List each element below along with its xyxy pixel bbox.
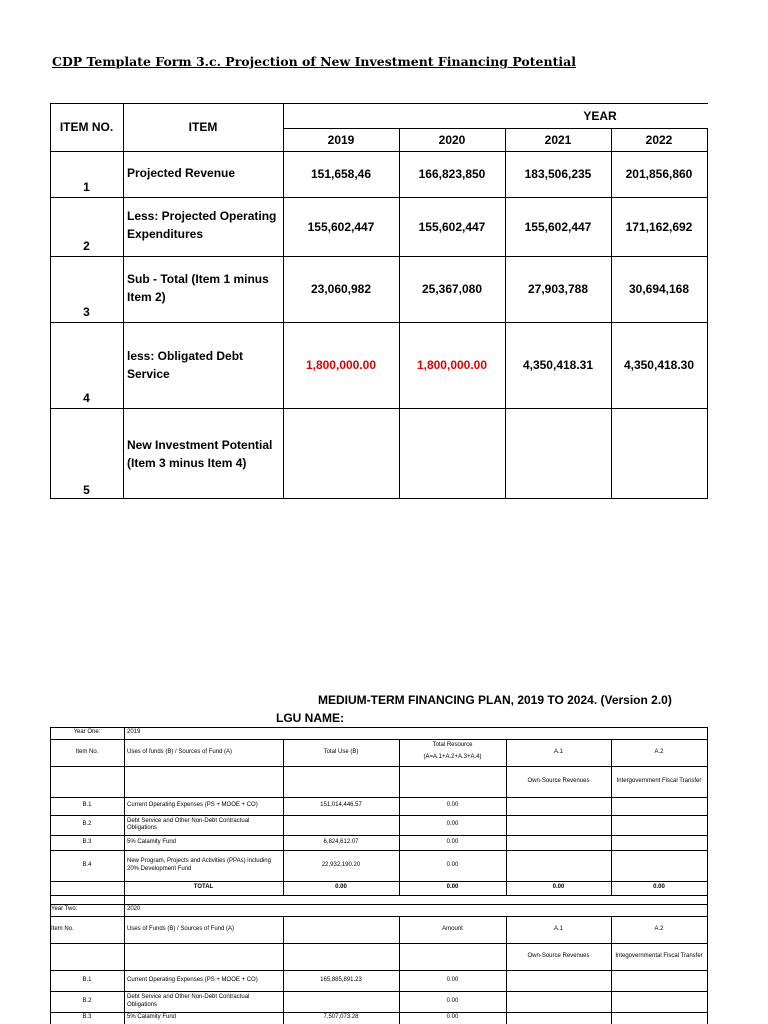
row-value: 171,162,692 — [625, 219, 693, 234]
row-description: New Program, Projects and Activities (PPAs) including 20% Development Fund — [127, 858, 271, 872]
row-total-use — [283, 991, 399, 1012]
intergovernment-transfer-label: Intergovernment Fiscal Transfer — [616, 777, 702, 784]
header-year-2021: 2021 — [544, 132, 572, 147]
row-total-use: 7,507,073.28 — [323, 1014, 359, 1021]
header-a1: A.1 — [553, 748, 563, 755]
row-value: 23,060,982 — [310, 282, 372, 296]
row-total-use: 165,885,891.23 — [320, 976, 362, 983]
row-value-highlighted: 1,800,000.00 — [305, 358, 377, 372]
row-total-resource: 0.00 — [446, 821, 459, 828]
own-source-revenues-label: Own-Source Revenues — [527, 777, 590, 784]
row-number: B.3 — [82, 1014, 92, 1021]
row-value-highlighted: 1,800,000.00 — [416, 358, 488, 372]
table-rule — [123, 103, 124, 499]
row-total-resource: 0.00 — [446, 997, 459, 1004]
row-total-resource: 0.00 — [446, 1014, 459, 1021]
row-value: 30,694,168 — [628, 282, 690, 296]
header-year-2022: 2022 — [645, 132, 673, 147]
total-value: 0.00 — [446, 884, 459, 891]
row-number: 4 — [83, 391, 90, 405]
header-total-use: Total Use (B) — [323, 748, 359, 755]
row-description: Current Operating Expenses (PS + MOOE + CO) — [127, 976, 258, 983]
table-rule — [50, 408, 708, 409]
header-item-no: ITEM NO. — [59, 120, 114, 134]
table-rule — [124, 727, 125, 1024]
header-item: ITEM — [188, 120, 218, 134]
row-number: 1 — [83, 180, 90, 194]
row-item-label: New Investment Potential (Item 3 minus Item 4) — [127, 438, 273, 470]
row-total-resource: 0.00 — [446, 802, 459, 809]
financing-plan-title: MEDIUM-TERM FINANCING PLAN, 2019 TO 2024. (Version 2.0) — [318, 693, 672, 707]
row-total-resource: 0.00 — [446, 838, 459, 845]
row-number: B.1 — [82, 976, 92, 983]
row-number: B.4 — [82, 861, 92, 868]
table-rule — [707, 727, 708, 1024]
row-value: 155,602,447 — [524, 219, 592, 234]
row-total-resource: 0.00 — [446, 976, 459, 983]
row-number: B.1 — [82, 802, 92, 809]
row-number: 3 — [83, 305, 90, 319]
row-value: 25,367,080 — [421, 282, 483, 296]
table-rule — [50, 895, 707, 896]
year-one-value: 2019 — [127, 729, 141, 736]
row-value: 27,903,788 — [527, 282, 589, 296]
row-item-label: Projected Revenue — [127, 166, 236, 180]
row-description: Debt Service and Other Non-Debt Contractual Obligations — [127, 817, 250, 831]
header-uses-sources: Uses of funds (B) / Sources of Fund (A) — [127, 748, 233, 755]
row-number: 2 — [83, 239, 90, 253]
row-value: 151,658,46 — [310, 167, 372, 181]
row-total-resource: 0.00 — [446, 861, 459, 868]
header-total-resource-formula: (A=A.1+A.2+A.3+A.4) — [423, 754, 482, 761]
row-total-use: 6,824,612.07 — [323, 838, 359, 845]
table-rule — [50, 103, 51, 499]
intergovernmental-transfer-label: Integovernmental Fiscal Transfer — [615, 952, 703, 959]
row-value: 183,506,235 — [524, 167, 592, 181]
table-rule — [50, 498, 708, 499]
table-rule — [707, 128, 708, 499]
row-number: B.2 — [82, 997, 92, 1004]
row-description: 5% Calamity Fund — [127, 1014, 177, 1021]
header-a1: A.1 — [553, 925, 563, 932]
row-number: 5 — [83, 483, 90, 497]
row-value: 166,823,850 — [418, 167, 486, 181]
row-value: 201,856,860 — [625, 167, 693, 181]
header-a2: A.2 — [654, 748, 664, 755]
total-value: 0.00 — [552, 884, 565, 891]
row-total-use — [283, 815, 399, 835]
row-item-label: less: Obligated Debt Service — [127, 349, 244, 381]
header-year-2019: 2019 — [327, 132, 355, 147]
row-total-use: 22,932,190.20 — [321, 861, 361, 868]
header-item-no: Item No. — [51, 925, 74, 932]
total-value: 0.00 — [335, 884, 347, 891]
header-amount: Amount — [442, 925, 463, 932]
document-title: CDP Template Form 3.c. Projection of New Investment Financing Potential — [52, 54, 576, 69]
header-a2: A.2 — [654, 925, 664, 932]
row-description: 5% Calamity Fund — [127, 838, 177, 845]
year-two-value: 2020 — [127, 906, 141, 913]
header-total-resource: Total Resource — [432, 742, 473, 749]
year-one-label: Year One: — [73, 729, 101, 736]
year-two-label: Year Two: — [51, 906, 78, 913]
row-total-use: 151,014,446.57 — [320, 802, 362, 809]
total-value: 0.00 — [653, 884, 665, 891]
row-description: Current Operating Expenses (PS + MOOE + CO) — [127, 802, 258, 809]
own-source-revenues-label: Own-Source Revenues — [527, 952, 590, 959]
row-item-label: Less: Projected Operating Expenditures — [127, 209, 277, 241]
row-number: B.2 — [82, 821, 92, 828]
header-year: YEAR — [583, 109, 617, 123]
row-value: 4,350,418.31 — [522, 358, 594, 372]
header-uses-sources: Uses of Funds (B) / Sources of Fund (A) — [127, 925, 235, 932]
lgu-name-label: LGU NAME: — [276, 711, 344, 725]
row-number: B.3 — [82, 838, 92, 845]
row-value: 4,350,418.30 — [623, 358, 695, 372]
header-item-no: Item No. — [75, 748, 99, 755]
row-value: 155,602,447 — [418, 219, 486, 234]
total-label: TOTAL — [193, 884, 214, 891]
row-value: 155,602,447 — [307, 219, 375, 234]
row-item-label: Sub - Total (Item 1 minus Item 2) — [127, 272, 269, 304]
header-year-2020: 2020 — [438, 132, 466, 147]
row-description: Debt Service and Other Non-Debt Contractual Obligations — [127, 994, 250, 1008]
